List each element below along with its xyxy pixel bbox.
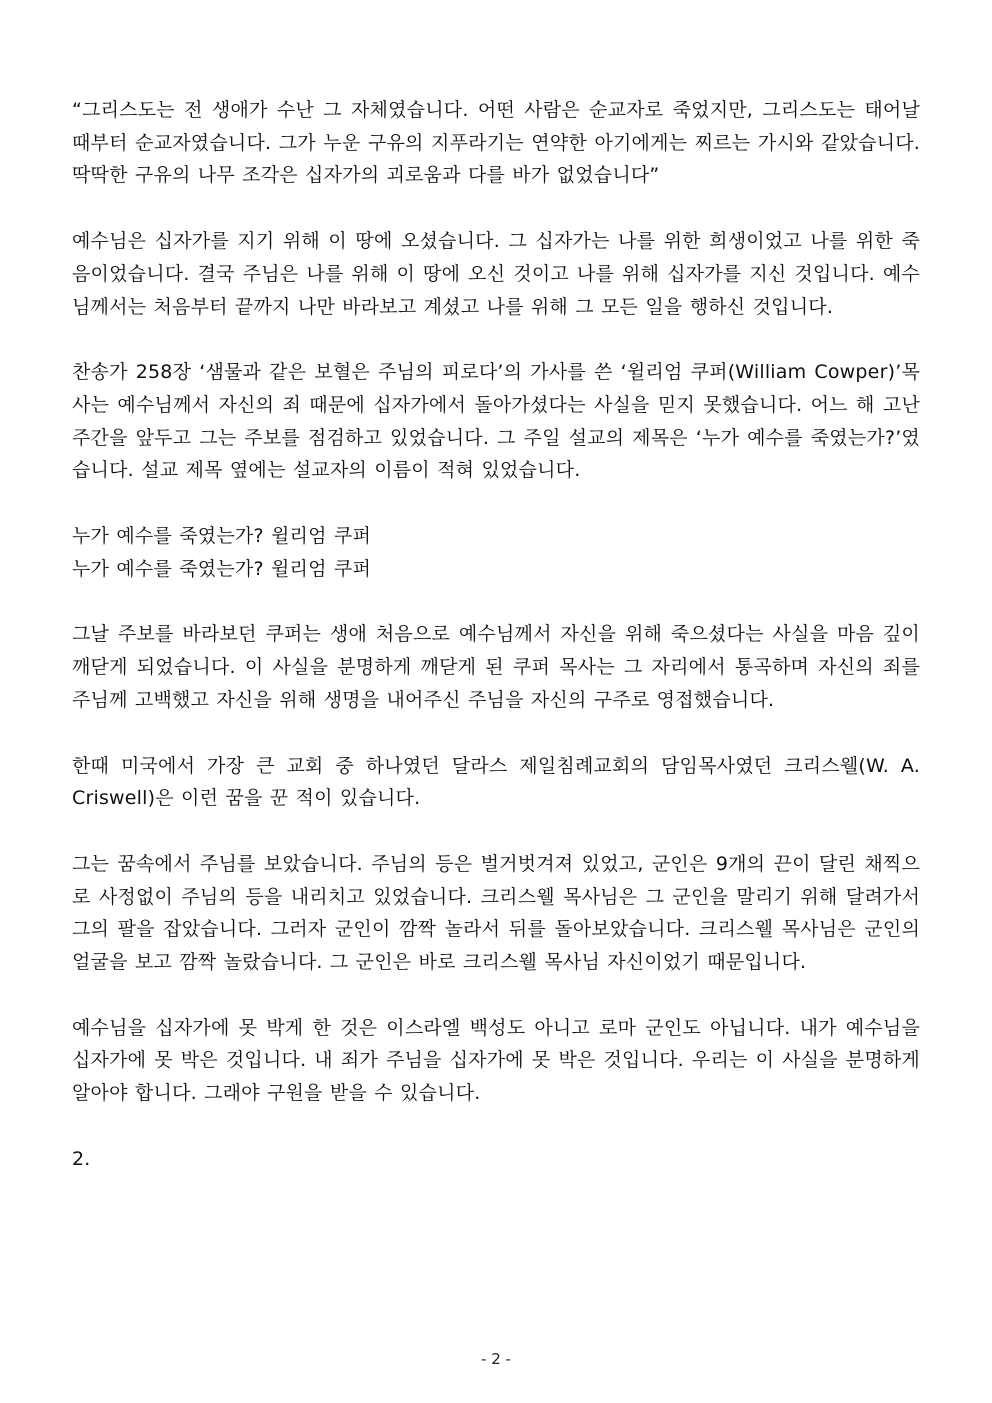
document-body [72,94,920,1209]
body-paragraph: 예수님을 십자가에 못 박게 한 것은 이스라엘 백성도 아니고 로마 군인도 아닙니다. 내가 예수님을 십자가에 못 박은 것입니다. 내 죄가 주님을 십자가에 못 박은 것입니다. 우리는 이 사실을 분명하게 알아야 합니다. 그래야 구원을 받을 수 있습니다. [72,1016,920,1105]
quote-paragraph: “그리스도는 전 생애가 수난 그 자체였습니다. 어떤 사람은 순교자로 죽었지만, 그리스도는 태어날 때부터 순교자였습니다. 그가 누운 구유의 지푸라기는 연약한 아기에게는 찌르는 가시와 같았습니다. 딱딱한 구유의 나무 조각은 십자가의 괴로움과 다를 바가 없었습니다” [72,99,920,187]
repeated-line: 누가 예수를 죽였는가? 윌리엄 쿠퍼 [72,525,371,548]
body-paragraph: 찬송가 258장 ‘샘물과 같은 보혈은 주님의 피로다’의 가사를 쓴 ‘윌리엄 쿠퍼(William Cowper)’목사는 예수님께서 자신의 죄 때문에 십자가에서 돌아가셨다는 사실을 믿지 못했습니다. 어느 해 고난주간을 앞두고 그는 주보를 점검하고 있었습니다. 그 주일 설교의 제목은 ‘누가 예수를 죽였는가?’였습니다. 설교 제목 옆에는 설교자의 이름이 적혀 있었습니다. [72,361,920,482]
body-paragraph: 그는 꿈속에서 주님를 보았습니다. 주님의 등은 벌거벗겨져 있었고, 군인은 9개의 끈이 달린 채찍으로 사정없이 주님의 등을 내리치고 있었습니다. 크리스웰 목사님은 그 군인을 말리기 위해 달려가서 그의 팔을 잡았습니다. 그러자 군인이 깜짝 놀라서 뒤를 돌아보았습니다. 크리스웰 목사님은 군인의 얼굴을 보고 깜짝 놀랐습니다. 그 군인은 바로 크리스웰 목사님 자신이었기 때문입니다. [72,852,920,974]
repeated-lines-block [72,520,920,585]
body-paragraph: 예수님은 십자가를 지기 위해 이 땅에 오셨습니다. 그 십자가는 나를 위한 희생이었고 나를 위한 죽음이었습니다. 결국 주님은 나를 위해 이 땅에 오신 것이고 나를 위해 십자가를 지신 것입니다. 예수님께서는 처음부터 끝까지 나만 바라보고 계셨고 나를 위해 그 모든 일을 행하신 것입니다. [72,230,920,318]
body-paragraph: 그날 주보를 바라보던 쿠퍼는 생애 처음으로 예수님께서 자신을 위해 죽으셨다는 사실을 마음 깊이 깨닫게 되었습니다. 이 사실을 분명하게 깨닫게 된 쿠퍼 목사는 그 자리에서 통곡하며 자신의 죄를 주님께 고백했고 자신을 위해 생명을 내어주신 주님을 자신의 구주로 영접했습니다. [72,623,920,711]
page-number: - 2 - [481,1350,511,1368]
section-number: 2. [72,1147,91,1170]
body-paragraph: 한때 미국에서 가장 큰 교회 중 하나였던 달라스 제일침례교회의 담임목사였던 크리스웰(W. A. Criswell)은 이런 꿈을 꾼 적이 있습니다. [72,754,920,810]
repeated-line: 누가 예수를 죽였는가? 윌리엄 쿠퍼 [72,557,371,580]
